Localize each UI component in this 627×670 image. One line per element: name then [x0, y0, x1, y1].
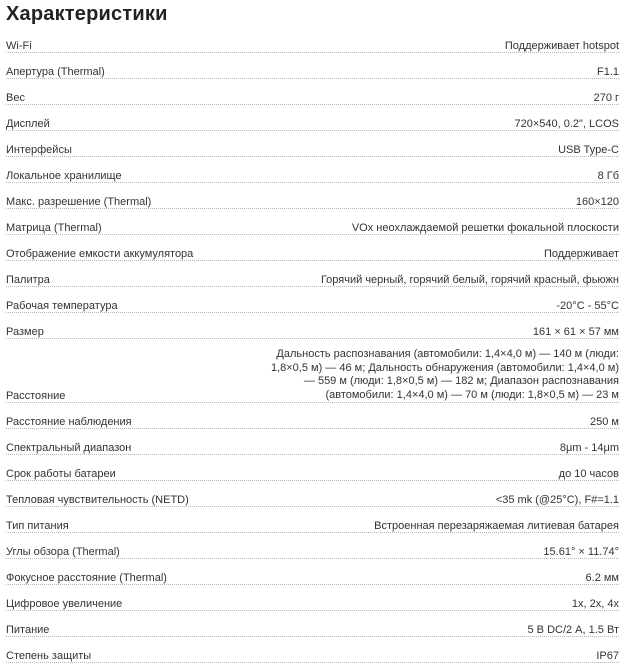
- spec-value: 720×540, 0.2", LCOS: [510, 118, 619, 130]
- spec-label: Степень защиты: [6, 650, 95, 662]
- spec-row: [0, 510, 627, 536]
- row-divider: [6, 428, 619, 429]
- spec-label: Спектральный диапазон: [6, 442, 135, 454]
- spec-label: Отображение емкости аккумулятора: [6, 248, 197, 260]
- row-divider: [6, 338, 619, 339]
- spec-label: Дисплей: [6, 118, 54, 130]
- spec-value: 8 Гб: [594, 170, 619, 182]
- spec-row: [0, 238, 627, 264]
- spec-label: Цифровое увеличение: [6, 598, 126, 610]
- spec-row: [0, 212, 627, 238]
- spec-value: 270 г: [590, 92, 619, 104]
- spec-value: 5 В DC/2 А, 1.5 Вт: [524, 624, 620, 636]
- spec-row: [0, 82, 627, 108]
- spec-value: VOx неохлаждаемой решетки фокальной плоскости: [348, 222, 619, 234]
- spec-row: [0, 160, 627, 186]
- row-divider: [6, 104, 619, 105]
- spec-value: Поддерживает hotspot: [501, 40, 619, 52]
- spec-label: Wi-Fi: [6, 40, 36, 52]
- row-divider: [6, 636, 619, 637]
- spec-value: IP67: [592, 650, 619, 662]
- spec-row: [0, 640, 627, 666]
- spec-value: Поддерживает: [540, 248, 619, 260]
- row-divider: [6, 480, 619, 481]
- spec-label: Фокусное расстояние (Thermal): [6, 572, 171, 584]
- spec-list: [0, 30, 627, 666]
- spec-label: Тип питания: [6, 520, 73, 532]
- spec-row: [0, 484, 627, 510]
- spec-label: Локальное хранилище: [6, 170, 126, 182]
- spec-value: USB Type-C: [554, 144, 619, 156]
- row-divider: [6, 532, 619, 533]
- row-divider: [6, 130, 619, 131]
- spec-row: [0, 56, 627, 82]
- spec-row: [0, 342, 627, 406]
- row-divider: [6, 506, 619, 507]
- spec-value: Встроенная перезаряжаемая литиевая батарея: [370, 520, 619, 532]
- row-divider: [6, 156, 619, 157]
- spec-label: Рабочая температура: [6, 300, 122, 312]
- spec-value: 1x, 2x, 4x: [568, 598, 619, 610]
- row-divider: [6, 454, 619, 455]
- spec-label: Тепловая чувствительность (NETD): [6, 494, 193, 506]
- row-divider: [6, 78, 619, 79]
- spec-label: Вес: [6, 92, 29, 104]
- spec-value: 15.61° × 11.74°: [539, 546, 619, 558]
- row-divider: [6, 234, 619, 235]
- spec-value: 8μm - 14μm: [556, 442, 619, 454]
- spec-value: 161 × 61 × 57 мм: [529, 326, 619, 338]
- spec-value: Дальность распознавания (автомобили: 1,4×4,0 м) — 140 м (люди: 1,8×0,5 м) — 46 м; Дальность обнаружения (автомобили: 1,4×4,0 м) — 559 м (люди: 1,8×0,5 м) — 182 м; Диапазон распознавания (автомобили: 1,4×4,0 м) — 70 м (люди: 1,8×0,5 м) — 23 м: [265, 348, 619, 402]
- row-divider: [6, 52, 619, 53]
- spec-row: [0, 588, 627, 614]
- spec-label: Макс. разрешение (Thermal): [6, 196, 155, 208]
- spec-row: [0, 264, 627, 290]
- spec-value: F1.1: [593, 66, 619, 78]
- spec-value: 250 м: [586, 416, 619, 428]
- spec-label: Матрица (Thermal): [6, 222, 106, 234]
- spec-label: Апертура (Thermal): [6, 66, 109, 78]
- row-divider: [6, 286, 619, 287]
- spec-value: Горячий черный, горячий белый, горячий красный, фьюжн: [317, 274, 619, 286]
- row-divider: [6, 182, 619, 183]
- spec-row: [0, 108, 627, 134]
- row-divider: [6, 558, 619, 559]
- spec-label: Интерфейсы: [6, 144, 76, 156]
- spec-row: [0, 316, 627, 342]
- spec-label: Срок работы батареи: [6, 468, 120, 480]
- spec-row: [0, 186, 627, 212]
- row-divider: [6, 260, 619, 261]
- row-divider: [6, 402, 619, 403]
- spec-label: Расстояние наблюдения: [6, 416, 136, 428]
- spec-label: Расстояние: [6, 390, 69, 402]
- spec-value: -20°C - 55°C: [552, 300, 619, 312]
- spec-row: [0, 562, 627, 588]
- spec-label: Углы обзора (Thermal): [6, 546, 124, 558]
- spec-value: 160×120: [572, 196, 619, 208]
- page-title: Характеристики: [6, 3, 168, 25]
- spec-value: до 10 часов: [555, 468, 619, 480]
- row-divider: [6, 208, 619, 209]
- row-divider: [6, 312, 619, 313]
- spec-row: [0, 536, 627, 562]
- spec-row: [0, 432, 627, 458]
- spec-row: [0, 614, 627, 640]
- spec-row: [0, 458, 627, 484]
- spec-label: Питание: [6, 624, 53, 636]
- spec-row: [0, 30, 627, 56]
- row-divider: [6, 584, 619, 585]
- spec-label: Палитра: [6, 274, 54, 286]
- spec-row: [0, 290, 627, 316]
- spec-value: 6.2 мм: [582, 572, 619, 584]
- spec-label: Размер: [6, 326, 48, 338]
- spec-row: [0, 134, 627, 160]
- row-divider: [6, 662, 619, 663]
- spec-row: [0, 406, 627, 432]
- row-divider: [6, 610, 619, 611]
- spec-value: <35 mk (@25°C), F#=1.1: [492, 494, 619, 506]
